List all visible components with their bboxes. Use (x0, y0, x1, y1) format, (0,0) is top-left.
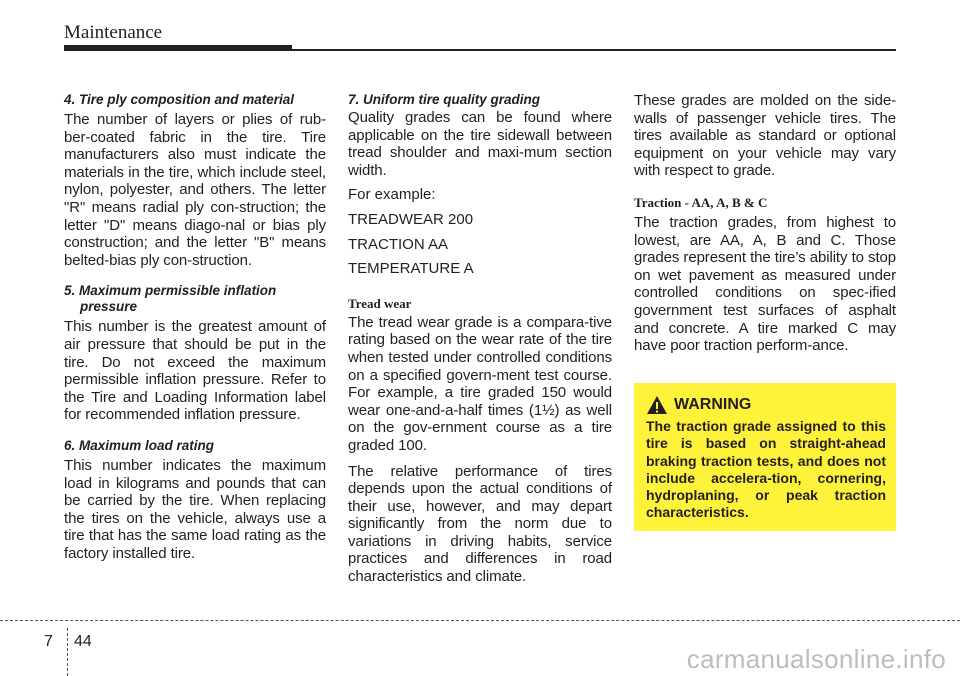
example-treadwear: TREADWEAR 200 (348, 210, 474, 228)
section-6-title: 6. Maximum load rating (64, 437, 215, 453)
page-number: 44 (74, 633, 92, 650)
warning-text: The traction grade assigned to this tire is based on straight-ahead braking traction tests, and does not include accelera-tion, cornering, hydroplaning, or peak traction characteristics. (646, 418, 886, 521)
grades-text: These grades are molded on the side-walls of passenger vehicle tires. The tires available as standard or optional equipment on your vehicle may vary with respect to grade. (634, 92, 896, 180)
section-5-title-line-1: 5. Maximum permissible inflation (64, 283, 277, 299)
footer-vertical-divider (67, 628, 68, 676)
section-5-title-line-2: pressure (80, 299, 138, 315)
warning-box (634, 383, 896, 531)
warning-header (646, 395, 886, 415)
warning-triangle-icon (646, 395, 668, 415)
section-7-text: Quality grades can be found where applicable on the tire sidewall between tread shoulder and maxi-mum section width. (348, 109, 612, 179)
section-4-title: 4. Tire ply composition and material (64, 92, 295, 107)
traction-text: The traction grades, from highest to lowest, are AA, A, B and C. Those grades represent the tire’s ability to stop on wet pavement as measured under controlled conditions on spec-ified government test surfaces of asphalt and concrete. A tire marked C may have poor traction perform-ance. (634, 213, 896, 355)
example-temperature: TEMPERATURE A (348, 260, 474, 278)
section-4-text: The number of layers or plies of rub-ber-coated fabric in the tire. Tire manufacturers also must indicate the materials in the tire, which include steel, nylon, polyester, and others. The letter "R" means radial ply con-struction; the letter "D" means diago-nal or bias ply construction; and the letter "B" means belted-bias ply con-struction. (64, 111, 326, 269)
tread-wear-text: The tread wear grade is a compara-tive rating based on the wear rate of the tire when tested under controlled conditions on a specified govern-ment test course. For example, a tire graded 150 would wear one-and-a-half times (1½) as well on the gov-ernment course as a tire graded 100. (348, 313, 612, 454)
warning-title: WARNING (674, 396, 752, 413)
section-6-text: This number indicates the maximum load in kilograms and pounds that can be carried by the tire. When replacing the tires on the vehicle, always use a tire that has the same load rating as the factory installed tire. (64, 456, 326, 562)
header-rule (292, 49, 896, 51)
footer-divider (0, 620, 960, 621)
column-middle (348, 92, 612, 586)
chapter-number: 7 (44, 633, 53, 650)
section-5-text: This number is the greatest amount of air pressure that should be put in the tire. Do not exceed the maximum permissible inflation pressure. Refer to the Tire and Loading Information label for recommended inflation pressure. (64, 318, 326, 424)
example-label: For example: (348, 186, 436, 204)
header-bar (64, 45, 292, 51)
header-title: Maintenance (64, 22, 163, 43)
column-left (64, 92, 326, 562)
section-5-title (64, 283, 326, 315)
column-right (634, 92, 896, 355)
example-traction: TRACTION AA (348, 235, 449, 253)
tread-wear-title: Tread wear (348, 295, 412, 311)
watermark: carmanualsonline.info (686, 644, 946, 674)
traction-title: Traction - AA, A, B & C (634, 194, 768, 210)
tread-wear-text-2: The relative performance of tires depends upon the actual conditions of their use, however, and may depart significantly from the norm due to variations in driving habits, service practices and differences in road characteristics and climate. (348, 462, 612, 586)
section-7-title: 7. Uniform tire quality grading (348, 92, 541, 107)
